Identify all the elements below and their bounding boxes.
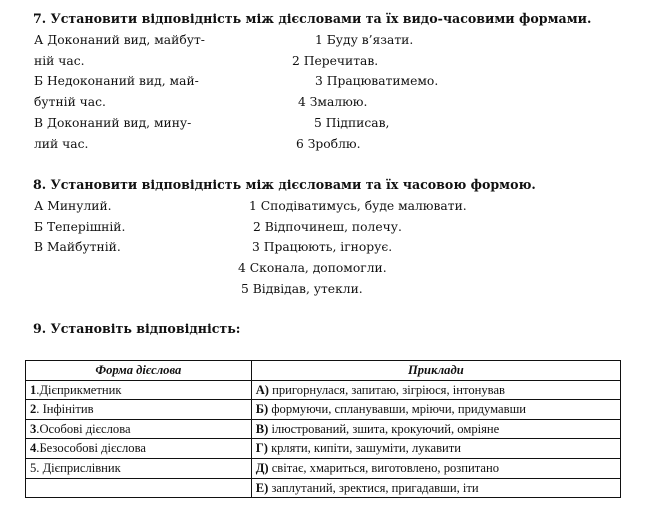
q8-right-line-4: 4 Сконала, допомогли. [238,261,387,275]
table-row [26,400,621,420]
question-9-title: 9. Установіть відповідність: [33,321,241,336]
q8-right-line-1: 1 Сподіватимусь, буде малювати. [249,199,467,213]
form-label: .Дієприкметник [36,382,122,397]
examples-cell [251,478,620,498]
form-number: 2 [30,402,37,417]
matching-table [25,360,621,498]
form-number: 1 [30,382,37,397]
form-number: 5 [30,460,37,475]
q7-left-line-6: лий час. [34,137,89,151]
q8-left-line-3: В Майбутній. [34,240,121,254]
column-header-form: Форма дієслова [26,361,252,381]
table-row [26,419,621,439]
q8-right-line-3: 3 Працюють, ігнорує. [252,240,393,254]
q7-right-line-3: 3 Працюватимемо. [315,74,439,88]
q8-left-line-1: А Минулий. [34,199,112,213]
example-letter: Б) [255,402,269,417]
form-cell [26,458,252,478]
form-label: . Інфінітив [36,402,94,417]
form-cell [26,380,252,400]
q8-left-line-2: Б Теперішній. [34,220,126,234]
example-words: крляти, кипіти, зашуміти, лукавити [271,441,461,456]
question-7-title: 7. Установити відповідність між дієсловами та їх видо-часовими формами. [33,11,592,26]
form-number: 3 [30,421,37,436]
column-header-examples: Приклади [251,361,620,381]
example-letter: А) [255,382,269,397]
example-words: пригорнулася, запитаю, зігріюся, інтонував [272,382,505,397]
examples-cell [251,400,620,420]
form-label: . Дієприслівник [36,460,121,475]
q7-right-line-2: 2 Перечитав. [292,54,379,68]
q7-left-line-3: Б Недоконаний вид, май- [34,74,199,88]
table-row [26,380,621,400]
example-letter: Е) [255,480,269,495]
examples-cell [251,419,620,439]
question-8-title: 8. Установити відповідність між дієсловами та їх часовою формою. [33,177,536,192]
q7-left-line-2: ній час. [34,54,85,68]
table-row [26,458,621,478]
table-row [26,478,621,498]
form-cell [26,478,252,498]
form-cell [26,419,252,439]
form-label: .Особові дієслова [36,421,131,436]
examples-cell [251,380,620,400]
example-letter: Г) [255,441,268,456]
q8-right-line-5: 5 Відвідав, утекли. [241,282,363,296]
table-header-row [26,361,621,381]
q7-left-line-5: В Доконаний вид, мину- [34,116,192,130]
form-cell [26,400,252,420]
q7-right-line-6: 6 Зроблю. [296,137,361,151]
q8-right-line-2: 2 Відпочинеш, полечу. [253,220,402,234]
example-words: формуючи, спланувавши, мріючи, придумавши [271,402,527,417]
q7-right-line-4: 4 Змалюю. [298,95,368,109]
form-label: .Безособові дієслова [36,441,146,456]
q7-right-line-1: 1 Буду в’язати. [315,33,414,47]
example-letter: Д) [255,460,269,475]
example-words: заплутаний, зректися, пригадавши, іти [271,480,479,495]
form-number: 4 [30,441,37,456]
table-row [26,439,621,459]
q7-left-line-1: А Доконаний вид, майбут- [34,33,205,47]
example-words: ілюстрований, зшита, крокуючий, омріяне [271,421,500,436]
examples-cell [251,458,620,478]
form-cell [26,439,252,459]
examples-cell [251,439,620,459]
example-letter: В) [255,421,269,436]
q7-right-line-5: 5 Підписав, [314,116,390,130]
q7-left-line-4: бутній час. [34,95,106,109]
example-words: світає, хмариться, виготовлено, розпитано [271,460,500,475]
